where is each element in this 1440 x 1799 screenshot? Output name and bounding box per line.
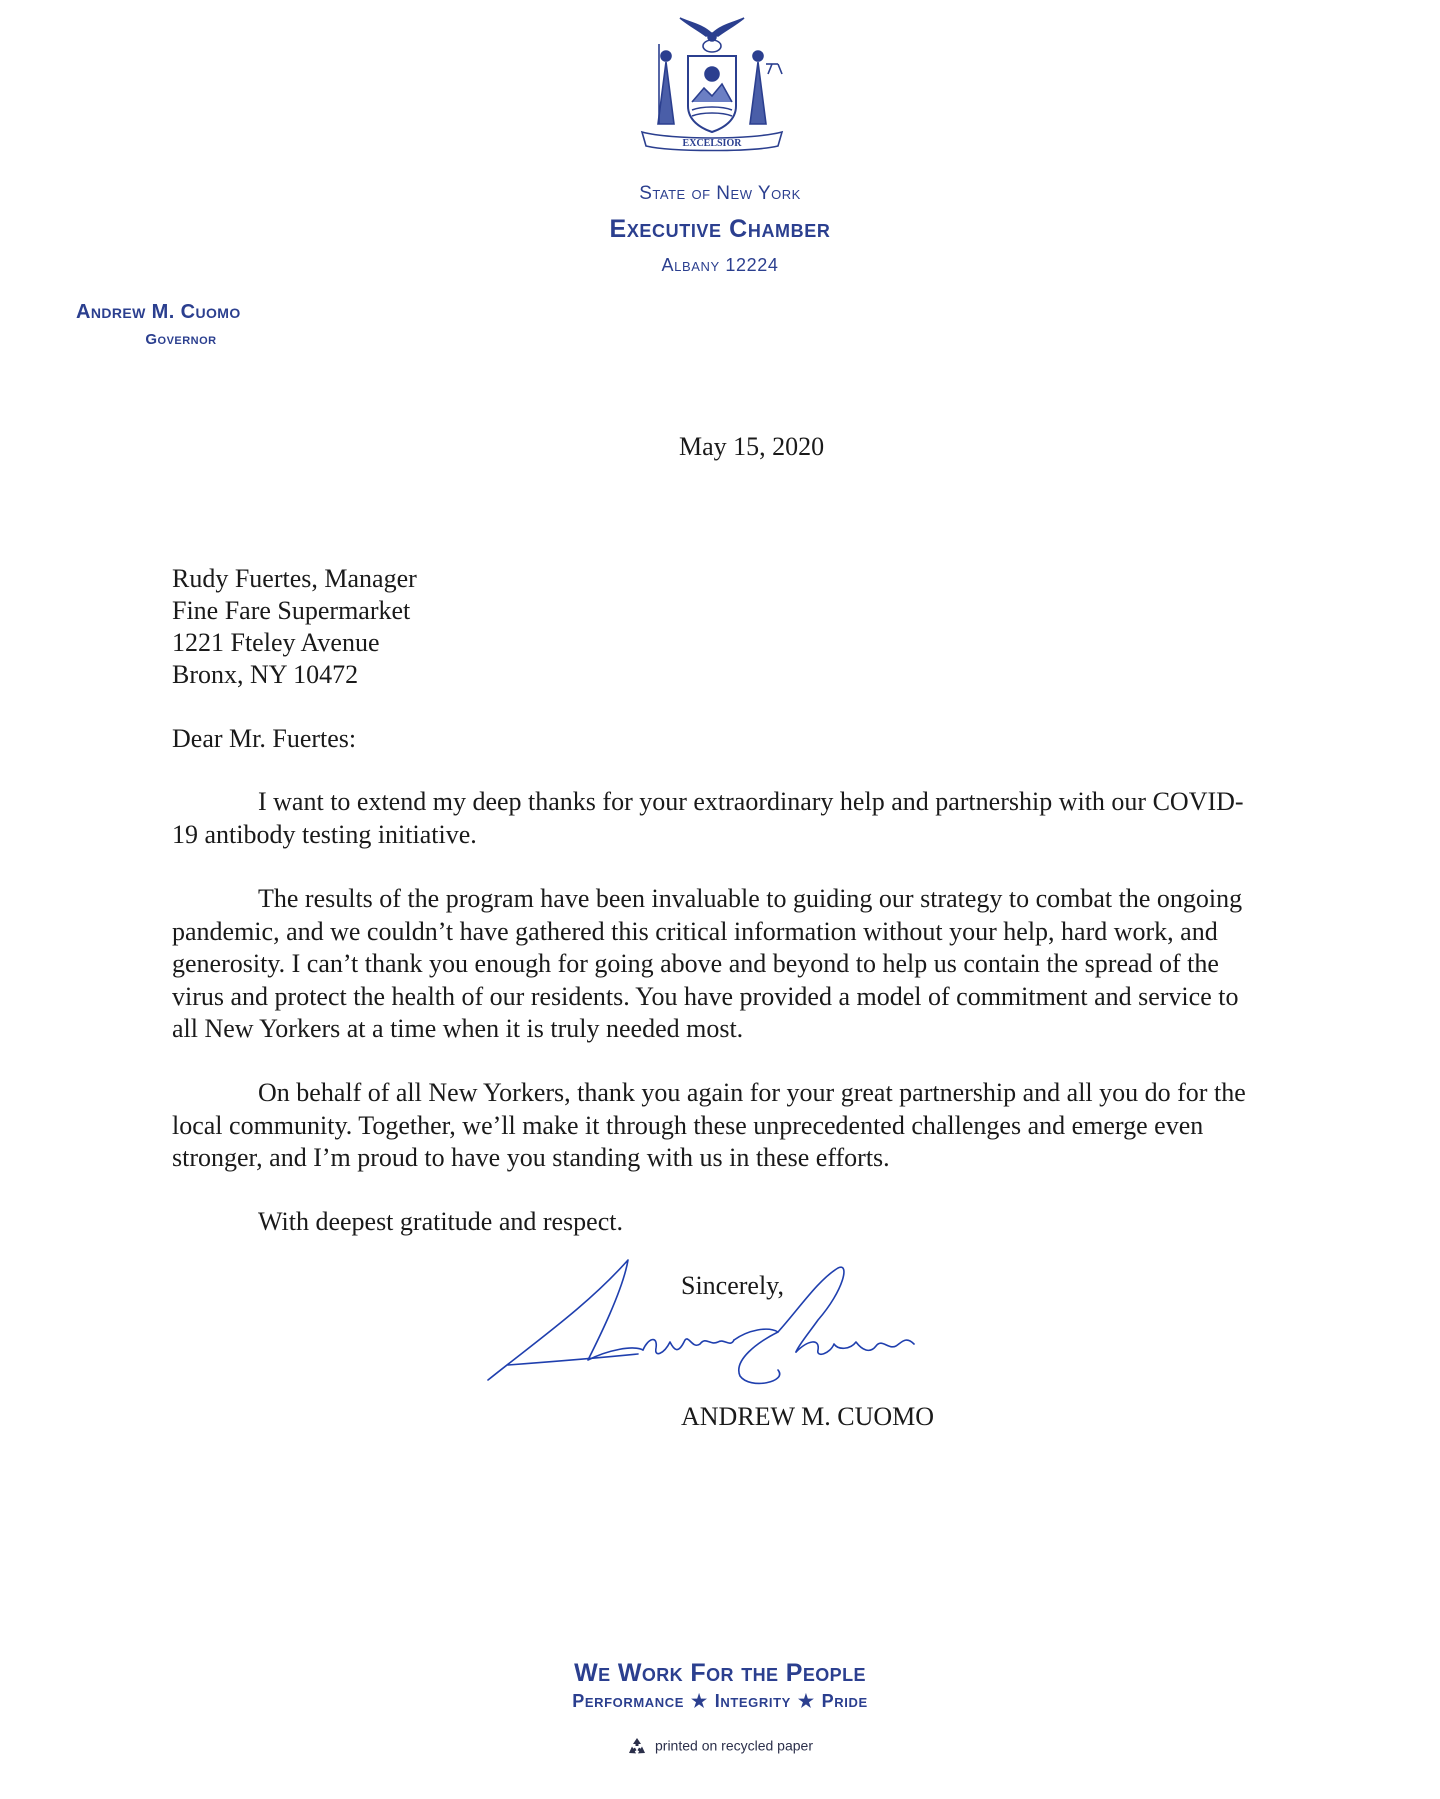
paragraph-text: I want to extend my deep thanks for your extraordinary help and partnership with our COVID-19 antibody testing initiative. [172,787,1244,849]
recipient-line: Bronx, NY 10472 [172,660,359,689]
star-icon: ★ [691,1691,708,1711]
footer-motto: We Work For the People [574,1659,866,1687]
star-icon: ★ [797,1691,815,1711]
recipient-address [172,563,417,691]
letter-date: May 15, 2020 [679,432,825,461]
salutation: Dear Mr. Fuertes: [172,724,357,753]
valediction: Sincerely, [681,1271,784,1300]
footer-value-integrity: Integrity [714,1691,791,1711]
signature-name: ANDREW M. CUOMO [681,1402,935,1431]
recycled-text: printed on recycled paper [655,1737,813,1754]
letterhead-chamber: Executive Chamber [609,215,831,243]
footer-values [0,1691,1440,1712]
footer-value-performance: Performance [572,1691,685,1711]
body-paragraph [172,1077,1262,1175]
paragraph-text: On behalf of all New Yorkers, thank you again for your great partnership and all you do for the local community. Together, we’ll make it through these unprecedented challenges and emerge even stronger, and I’m proud to have you standing with us in these efforts. [172,1078,1246,1172]
recycle-icon [627,1737,647,1757]
paragraph-text: The results of the program have been invaluable to guiding our strategy to combat the ongoing pandemic, and we couldn’t have gathered this critical information without your help, hard work, and generosity. I can’t thank you enough for going above and beyond to help us contain the spread of the virus and protect the health of our residents. You have provided a model of commitment and service to all New Yorkers at a time when it is truly needed most. [172,884,1243,1043]
recycled-paper-note [0,1737,1440,1757]
state-seal-icon [632,14,792,164]
body-paragraph [172,883,1262,1046]
recipient-line: Rudy Fuertes, Manager [172,564,417,593]
body-paragraph [172,786,1262,851]
svg-text:EXCELSIOR: EXCELSIOR [682,138,742,149]
letterhead-city-zip: Albany 12224 [661,255,779,275]
closing-line: With deepest gratitude and respect. [258,1207,623,1236]
recipient-line: 1221 Fteley Avenue [172,628,380,657]
letterhead-state: State of New York [639,183,801,204]
recipient-line: Fine Fare Supermarket [172,596,411,625]
handwritten-signature [478,1250,978,1410]
footer-value-pride: Pride [821,1691,868,1711]
governor-title: Governor [145,331,217,348]
governor-name: Andrew M. Cuomo [76,301,241,323]
